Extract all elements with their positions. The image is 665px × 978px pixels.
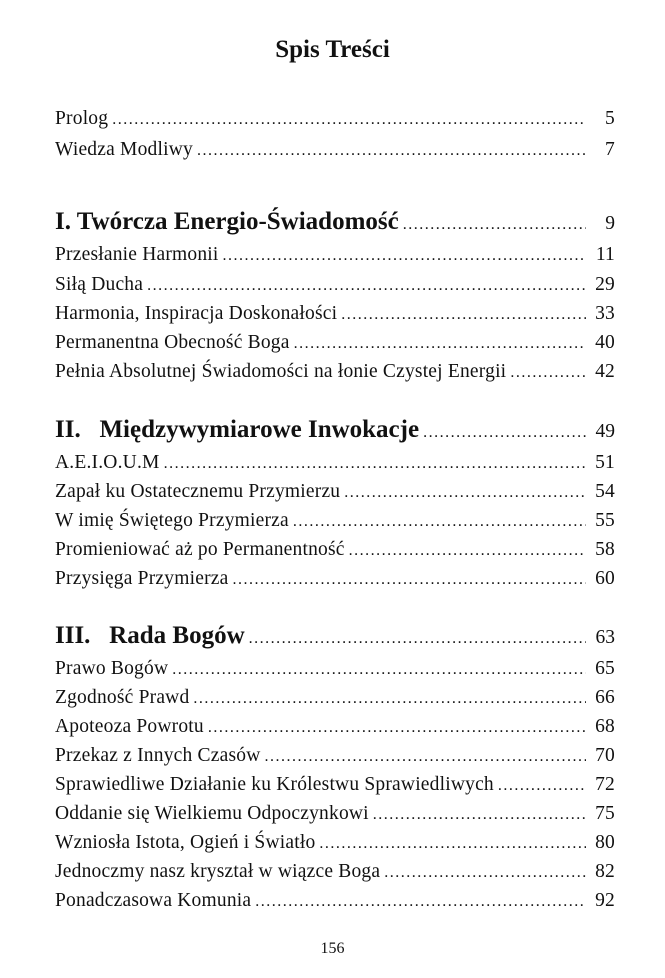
toc-entry-page: 60: [595, 568, 615, 589]
toc-part-page: 63: [595, 627, 615, 648]
toc-entry-label: Przekaz z Innych Czasów: [55, 745, 261, 766]
dot-leader: [249, 621, 586, 657]
dot-leader: [232, 565, 586, 594]
toc-entry-page: 51: [595, 452, 615, 473]
toc-entry: [55, 328, 615, 357]
toc-entry-label: Zapał ku Ostatecznemu Przymierzu: [55, 481, 341, 502]
toc-entry-page: 70: [595, 745, 615, 766]
dot-leader: [255, 887, 586, 916]
toc-entry-page: 11: [595, 244, 615, 265]
dot-leader: [197, 136, 586, 165]
toc-entry-page: 66: [595, 687, 615, 708]
dot-leader: [294, 329, 586, 358]
toc-entry: [55, 535, 615, 564]
toc-entry-page: 55: [595, 510, 615, 531]
dot-leader: [319, 829, 586, 858]
dot-leader: [293, 507, 586, 536]
page-title: Spis Treści: [275, 36, 390, 63]
toc-entry-page: 54: [595, 481, 615, 502]
toc-entry-page: 80: [595, 832, 615, 853]
toc-entry: [55, 448, 615, 477]
dot-leader: [498, 771, 586, 800]
toc-entry-page: 5: [605, 108, 615, 129]
page-number: 156: [320, 940, 345, 957]
toc-entry-page: 82: [595, 861, 615, 882]
toc-entry-page: 65: [595, 658, 615, 679]
toc-entry-label: Permanentna Obecność Boga: [55, 332, 290, 353]
toc-entry-page: 68: [595, 716, 615, 737]
toc-entry-label: Prawo Bogów: [55, 658, 169, 679]
toc-entry-label: A.E.I.O.U.M: [55, 452, 160, 473]
dot-leader: [208, 713, 586, 742]
toc-entry-page: 58: [595, 539, 615, 560]
toc-entry: [55, 828, 615, 857]
toc-part-title: II. Międzywymiarowe Inwokacje: [55, 416, 420, 443]
toc-entry-label: Prolog: [55, 108, 109, 129]
dot-leader: [344, 478, 586, 507]
toc-entry: [55, 712, 615, 741]
toc-entry-page: 92: [595, 890, 615, 911]
toc-entry-label: W imię Świętego Przymierza: [55, 510, 289, 531]
dot-leader: [349, 536, 586, 565]
dot-leader: [510, 358, 586, 387]
toc-entry: [55, 770, 615, 799]
toc-entry-label: Wzniosła Istota, Ogień i Światło: [55, 832, 316, 853]
toc-entry: [55, 357, 615, 386]
dot-leader: [264, 742, 586, 771]
toc-entry: [55, 240, 615, 269]
toc-entry-label: Harmonia, Inspiracja Doskonałości: [55, 303, 338, 324]
toc-entry-label: Zgodność Prawd: [55, 687, 190, 708]
toc-entry-label: Przesłanie Harmonii: [55, 244, 219, 265]
toc-part-title: III. Rada Bogów: [55, 622, 245, 649]
dot-leader: [172, 655, 586, 684]
toc-entry: [55, 683, 615, 712]
toc-entry-page: 72: [595, 774, 615, 795]
toc-entry: [55, 654, 615, 683]
toc-entry: [55, 741, 615, 770]
toc-entry-wiedza-modliwy: [55, 135, 615, 164]
toc-entry-prolog: [55, 104, 615, 133]
toc-part-page: 9: [605, 213, 615, 234]
toc-entry-label: Wiedza Modliwy: [55, 139, 193, 160]
dot-leader: [403, 207, 586, 243]
dot-leader: [164, 449, 586, 478]
dot-leader: [223, 241, 586, 270]
toc-entry-page: 7: [605, 139, 615, 160]
toc-entry: [55, 506, 615, 535]
toc-entry-page: 42: [595, 361, 615, 382]
toc-entry: [55, 299, 615, 328]
toc-entry-page: 40: [595, 332, 615, 353]
toc-entry-label: Sprawiedliwe Działanie ku Królestwu Sprawiedliwych: [55, 774, 494, 795]
toc-entry: [55, 886, 615, 915]
toc-part-title: I. Twórcza Energio-Świadomość: [55, 208, 399, 235]
toc-part-heading-3: [55, 618, 615, 654]
toc-entry: [55, 799, 615, 828]
dot-leader: [147, 271, 586, 300]
dot-leader: [193, 684, 586, 713]
toc-entry: [55, 564, 615, 593]
dot-leader: [341, 300, 586, 329]
toc-entry: [55, 270, 615, 299]
toc-entry: [55, 857, 615, 886]
toc-part-heading-2: [55, 412, 615, 448]
toc-entry-page: 75: [595, 803, 615, 824]
dot-leader: [423, 415, 586, 451]
toc-entry-label: Oddanie się Wielkiemu Odpoczynkowi: [55, 803, 369, 824]
dot-leader: [384, 858, 586, 887]
toc-entry-label: Przysięga Przymierza: [55, 568, 229, 589]
toc-entry-label: Siłą Ducha: [55, 274, 144, 295]
dot-leader: [373, 800, 586, 829]
toc-entry-label: Promieniować aż po Permanentność: [55, 539, 345, 560]
toc-entry-page: 29: [595, 274, 615, 295]
toc-entry-label: Ponadczasowa Komunia: [55, 890, 252, 911]
toc-entry-label: Apoteoza Powrotu: [55, 716, 204, 737]
toc-part-heading-1: [55, 204, 615, 240]
toc-entry-label: Jednoczmy nasz kryształ w wiązce Boga: [55, 861, 381, 882]
dot-leader: [112, 105, 586, 134]
toc-part-page: 49: [595, 421, 615, 442]
toc-entry-label: Pełnia Absolutnej Świadomości na łonie Czystej Energii: [55, 361, 507, 382]
toc-entry-page: 33: [595, 303, 615, 324]
toc-entry: [55, 477, 615, 506]
